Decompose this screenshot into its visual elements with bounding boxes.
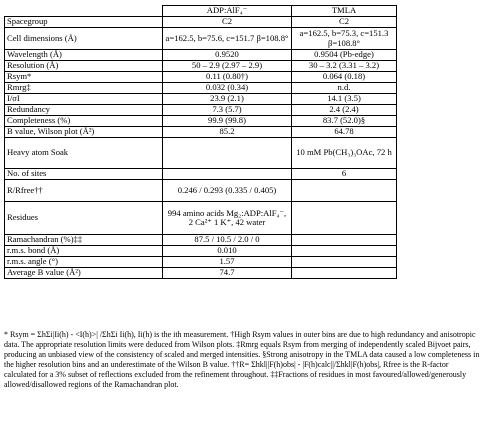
row-average-b	[5, 268, 397, 279]
value-adp-completeness: 99.9 (99.8)	[163, 116, 292, 127]
value-adp-i-over-sigma: 23.9 (2.1)	[163, 94, 292, 105]
label-heavy-atom-soak: Heavy atom Soak	[5, 138, 163, 169]
row-wavelength	[5, 50, 397, 61]
value-tmla-i-over-sigma: 14.1 (3.5)	[292, 94, 397, 105]
row-ramachandran	[5, 235, 397, 246]
value-tmla-residues	[292, 202, 397, 235]
value-tmla-wavelength: 0.9504 (Pb-edge)	[292, 50, 397, 61]
value-adp-redundancy: 7.3 (5.7)	[163, 105, 292, 116]
label-wilson-b: B value, Wilson plot (Å²)	[5, 127, 163, 138]
value-tmla-resolution: 30 – 3.2 (3.31 – 3.2)	[292, 61, 397, 72]
header-tmla: TMLA	[292, 6, 397, 17]
label-rms-angle: r.m.s. angle (°)	[5, 257, 163, 268]
label-number-of-sites: No. of sites	[5, 169, 163, 180]
label-rsym: Rsym*	[5, 72, 163, 83]
row-r-rfree	[5, 180, 397, 202]
value-tmla-heavy-atom-soak: 10 mM Pb(CH₃)₃OAc, 72 h	[292, 138, 397, 169]
label-ramachandran: Ramachandran (%)‡‡	[5, 235, 163, 246]
label-spacegroup: Spacegroup	[5, 17, 163, 28]
label-resolution: Resolution (Å)	[5, 61, 163, 72]
value-adp-cell-dimensions: a=162.5, b=75.6, c=151.7 β=108.8°	[163, 28, 292, 50]
value-tmla-completeness: 83.7 (52.0)§	[292, 116, 397, 127]
label-rmrg: Rmrg‡	[5, 83, 163, 94]
row-rms-angle	[5, 257, 397, 268]
label-average-b: Average B value (Å²)	[5, 268, 163, 279]
value-tmla-number-of-sites: 6	[292, 169, 397, 180]
row-i-over-sigma	[5, 94, 397, 105]
label-i-over-sigma: I/σI	[5, 94, 163, 105]
value-adp-rms-bond: 0.010	[163, 246, 292, 257]
label-wavelength: Wavelength (Å)	[5, 50, 163, 61]
row-resolution	[5, 61, 397, 72]
value-adp-resolution: 50 – 2.9 (2.97 – 2.9)	[163, 61, 292, 72]
value-adp-average-b: 74.7	[163, 268, 292, 279]
value-tmla-average-b	[292, 268, 397, 279]
value-adp-spacegroup: C2	[163, 17, 292, 28]
value-tmla-rms-angle	[292, 257, 397, 268]
row-rmrg	[5, 83, 397, 94]
value-tmla-r-rfree	[292, 180, 397, 202]
value-tmla-spacegroup: C2	[292, 17, 397, 28]
label-completeness: Completeness (%)	[5, 116, 163, 127]
value-tmla-cell-dimensions: a=162.5, b=75.3, c=151.3 β=108.8°	[292, 28, 397, 50]
value-tmla-rsym: 0.064 (0.18)	[292, 72, 397, 83]
row-number-of-sites	[5, 169, 397, 180]
label-cell-dimensions: Cell dimensions (Å)	[5, 28, 163, 50]
header-adp-alf4: ADP:AlF₄⁻	[163, 6, 292, 17]
value-tmla-rmrg: n.d.	[292, 83, 397, 94]
value-adp-wilson-b: 85.2	[163, 127, 292, 138]
value-adp-rsym: 0.11 (0.80†)	[163, 72, 292, 83]
value-adp-r-rfree: 0.246 / 0.293 (0.335 / 0.405)	[163, 180, 292, 202]
row-cell-dimensions	[5, 28, 397, 50]
table-footnotes	[4, 330, 482, 390]
row-rsym	[5, 72, 397, 83]
label-residues: Residues	[5, 202, 163, 235]
value-adp-wavelength: 0.9520	[163, 50, 292, 61]
label-redundancy: Redundancy	[5, 105, 163, 116]
label-r-rfree: R/Rfree††	[5, 180, 163, 202]
row-completeness	[5, 116, 397, 127]
value-adp-rms-angle: 1.57	[163, 257, 292, 268]
value-tmla-rms-bond	[292, 246, 397, 257]
table-header-row	[5, 6, 397, 17]
value-tmla-redundancy: 2.4 (2.4)	[292, 105, 397, 116]
label-rms-bond: r.m.s. bond (Å)	[5, 246, 163, 257]
crystallography-table-container	[4, 5, 396, 279]
value-tmla-wilson-b: 64.78	[292, 127, 397, 138]
value-adp-residues: 994 amino acids Mg₂:ADP:AlF₄⁻, 2 Ca²⁺ 1 K⁺, 42 water	[163, 202, 292, 235]
footnotes-text: * Rsym = ΣhΣi|Ii(h) - <I(h)>| /ΣhΣi Ii(h), Ii(h) is the ith measurement. †High Rsym values in outer bins are due to high redundancy and anisotropic data. The appropriate resolution limits were deduced from Wilson plots. ‡Rmrg equals Rsym from merging of independently scaled Bijvoet pairs, producing an unbiased view of the consistency of scaled and merged intensities. §Strong anisotropy in the TMLA data caused a low completeness in the higher resolution bins and an underestimate of the Wilson B value. ††R= Σhkl||F(h)obs| - |F(h)calc||/Σhkl|F(h)obs|, Rfree is the R-factor calculated for a 3% subset of reflections excluded from the refinement throughout. ‡‡Fractions of residues in most favoured/allowed/generously allowed/disallowed regions of the Ramachandran plot.	[4, 330, 480, 390]
value-adp-heavy-atom-soak	[163, 138, 292, 169]
row-spacegroup	[5, 17, 397, 28]
row-wilson-b	[5, 127, 397, 138]
row-residues	[5, 202, 397, 235]
value-tmla-ramachandran	[292, 235, 397, 246]
value-adp-number-of-sites	[163, 169, 292, 180]
row-heavy-atom-soak	[5, 138, 397, 169]
data-collection-refinement-table	[4, 5, 397, 279]
row-rms-bond	[5, 246, 397, 257]
header-label-cell	[5, 6, 163, 17]
value-adp-rmrg: 0.032 (0.34)	[163, 83, 292, 94]
value-adp-ramachandran: 87.5 / 10.5 / 2.0 / 0	[163, 235, 292, 246]
row-redundancy	[5, 105, 397, 116]
